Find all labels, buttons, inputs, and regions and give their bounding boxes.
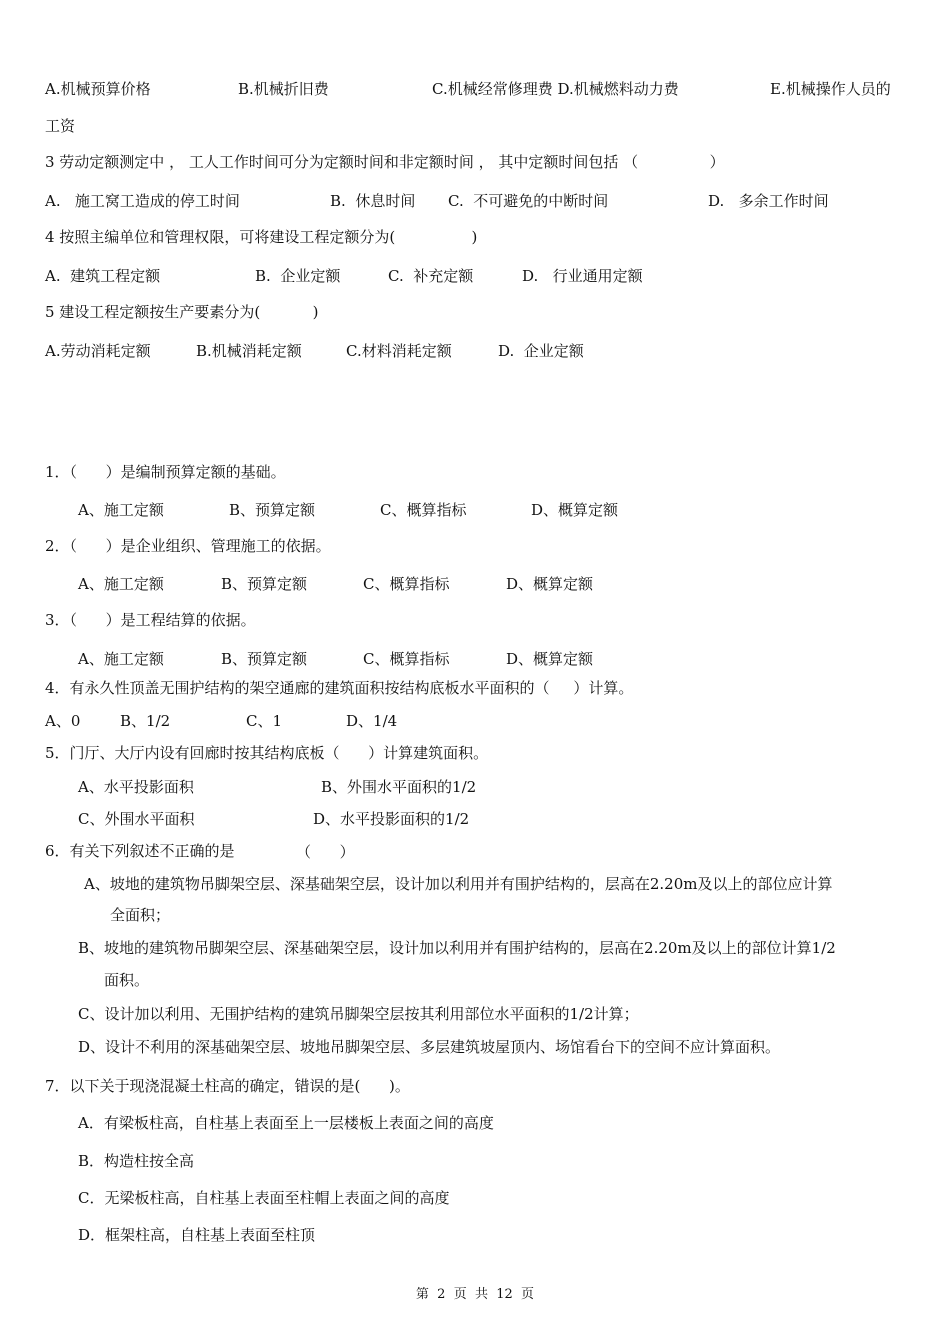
option-c: C．无梁板柱高，自柱基上表面至柱帽上表面之间的高度 [78,1189,450,1207]
option-d: D、概算定额 [506,650,594,668]
option-b: B.机械消耗定额 [196,342,302,360]
option-b: B、预算定额 [221,650,308,668]
option-b: B.机械折旧费 [238,80,329,98]
option-c: C. 不可避免的中断时间 [448,192,609,210]
option-a: A、坡地的建筑物吊脚架空层、深基础架空层，设计加以利用并有围护结构的，层高在2.20m及以上的部位应计算 [84,875,833,893]
option-e-continued: 工资 [45,117,76,135]
option-a: A、施工定额 [78,575,164,593]
question-2: 2．（ ）是企业组织、管理施工的依据。 [45,537,331,555]
option-b: B、预算定额 [229,501,316,519]
option-b: B．构造柱按全高 [78,1152,195,1170]
question-6: 6．有关下列叙述不正确的是 [45,842,235,860]
option-b: B、外围水平面积的1/2 [321,778,477,796]
option-a: A．有梁板柱高，自柱基上表面至上一层楼板上表面之间的高度 [78,1114,494,1132]
option-d: D. 多余工作时间 [708,192,829,210]
option-a: A、施工定额 [78,650,164,668]
option-c: C、概算指标 [363,575,450,593]
option-a: A、施工定额 [78,501,164,519]
option-b: B. 休息时间 [330,192,416,210]
option-a: A. 建筑工程定额 [45,267,161,285]
option-c: C、概算指标 [363,650,450,668]
option-a: A. 施工窝工造成的停工时间 [45,192,240,210]
option-d: D、1/4 [346,712,398,730]
question-3: 3．（ ）是工程结算的依据。 [45,611,256,629]
option-a: A、水平投影面积 [78,778,194,796]
option-d: D、概算定额 [531,501,619,519]
option-b: B. 企业定额 [255,267,341,285]
option-b: B、预算定额 [221,575,308,593]
option-d: D．框架柱高，自柱基上表面至柱顶 [78,1226,316,1244]
option-c: C、1 [246,712,283,730]
question-4: 4 按照主编单位和管理权限，可将建设工程定额分为( ) [45,228,478,246]
question-4: 4．有永久性顶盖无围护结构的架空通廊的建筑面积按结构底板水平面积的（ ）计算。 [45,679,634,697]
question-7: 7．以下关于现浇混凝土柱高的确定，错误的是( )。 [45,1077,410,1095]
option-d: D、概算定额 [506,575,594,593]
option-a: A.机械预算价格 [45,80,151,98]
option-c-d: C.机械经常修理费 D.机械燃料动力费 [432,80,679,98]
option-e: E.机械操作人员的 [770,80,891,98]
question-5: 5．门厅、大厅内设有回廊时按其结构底板（ ）计算建筑面积。 [45,744,489,762]
question-5: 5 建设工程定额按生产要素分为( ) [45,303,319,321]
option-b-continued: 面积。 [104,971,150,989]
option-a: A.劳动消耗定额 [45,342,151,360]
option-d: D. 企业定额 [498,342,584,360]
option-b: B、1/2 [120,712,171,730]
option-c: C.材料消耗定额 [346,342,452,360]
answer-parentheses: （ ） [296,843,355,861]
option-c: C、外围水平面积 [78,810,195,828]
option-a: A、0 [45,712,81,730]
option-c: C、设计加以利用、无围护结构的建筑吊脚架空层按其利用部位水平面积的1/2计算； [78,1005,639,1023]
option-c: C、概算指标 [380,501,467,519]
option-d: D、设计不利用的深基础架空层、坡地吊脚架空层、多层建筑坡屋顶内、场馆看台下的空间不应计算面积。 [78,1038,781,1056]
option-d: D、水平投影面积的1/2 [313,810,470,828]
option-c: C. 补充定额 [388,267,474,285]
question-1: 1．（ ）是编制预算定额的基础。 [45,463,286,481]
option-b: B、坡地的建筑物吊脚架空层、深基础架空层，设计加以利用并有围护结构的，层高在2.20m及以上的部位计算1/2 [78,939,836,957]
page-number-footer: 第 2 页 共 12 页 [415,1287,535,1302]
option-a-continued: 全面积； [110,906,171,924]
option-d: D. 行业通用定额 [522,267,643,285]
question-3: 3 劳动定额测定中 ， 工人工作时间可分为定额时间和非定额时间 ， 其中定额时间包括 （ ） [45,153,725,171]
